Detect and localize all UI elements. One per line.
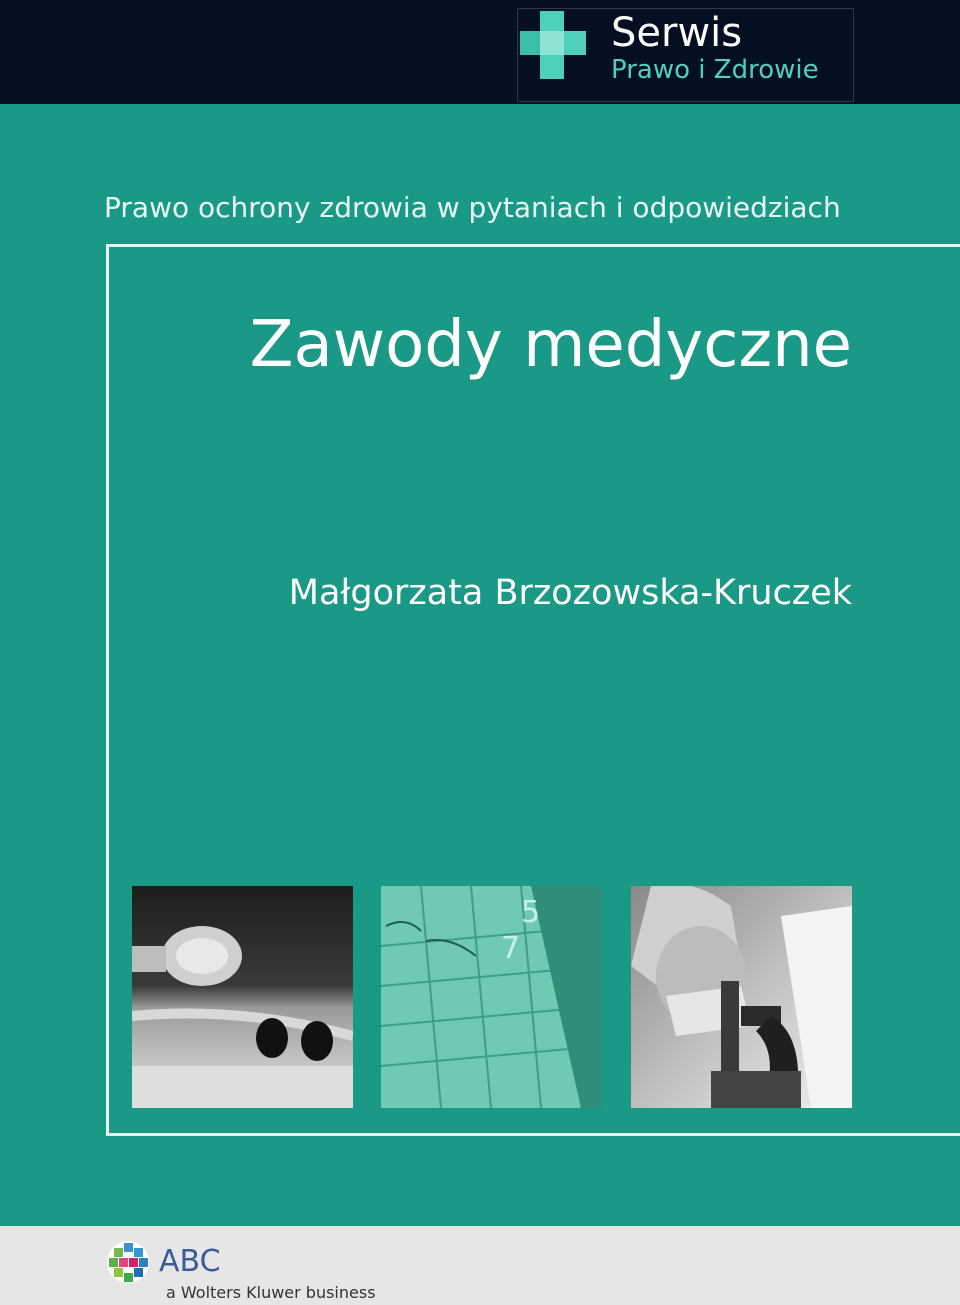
- photo-medical-chart: [381, 886, 602, 1108]
- photo-researcher: [631, 886, 852, 1108]
- publisher-name: ABC: [159, 1244, 221, 1279]
- top-bar: [0, 0, 960, 104]
- wolters-kluwer-logo-icon: [106, 1240, 150, 1284]
- svg-text:5: 5: [521, 895, 541, 930]
- author-name: Małgorzata Brzozowska-Kruczek: [288, 573, 852, 613]
- publisher-tagline: a Wolters Kluwer business: [166, 1283, 376, 1302]
- brand-title: Serwis: [611, 10, 743, 56]
- book-title: Zawody medyczne: [249, 308, 852, 382]
- publisher-footer: [0, 1226, 960, 1305]
- medical-cross-icon: [518, 9, 590, 81]
- brand-logo: [517, 8, 854, 102]
- svg-text:7: 7: [501, 931, 521, 966]
- series-title: Prawo ochrony zdrowia w pytaniach i odpowiedziach: [104, 191, 841, 224]
- brand-subtitle: Prawo i Zdrowie: [611, 55, 819, 85]
- photo-stethoscope: [132, 886, 353, 1108]
